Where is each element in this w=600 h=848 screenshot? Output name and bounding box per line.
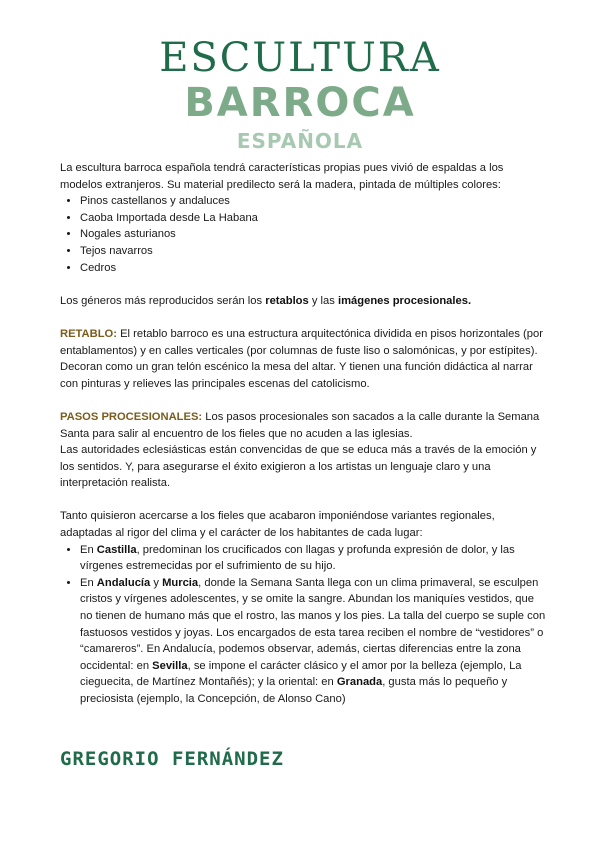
list-item-castilla: • En Castilla, predominan los crucificados con llagas y profunda expresión de dolor, y las vírgenes estremecidas por el sufrimiento de su hijo. [80,542,546,575]
list-item: • Cedros [80,260,546,277]
genres-paragraph: Los géneros más reproducidos serán los retablos y las imágenes procesionales. [60,294,472,307]
title-line-1: ESCULTURA [159,35,441,81]
section-heading-gregorio: GREGORIO FERNÁNDEZ [60,748,284,770]
title-line-3: ESPAÑOLA [236,129,364,153]
list-item: • Pinos castellanos y andaluces [80,193,546,210]
bold-retablos: retablos [265,294,309,307]
title-block [0,36,600,154]
intro-paragraph: La escultura barroca española tendrá características propias pues vivió de espaldas a los modelos extranjeros. Su material predilecto será la madera, pintada de múltiples colores: [60,162,504,191]
list-item: • Tejos navarros [80,243,546,260]
body-text [60,160,546,708]
pasos-paragraph-2: Las autoridades eclesiásticas están convencidas de que se educa más a través de la emoción y los sentidos. Y, para asegurarse el éxito exigieron a los artistas un lenguaje claro y una interpretación realista. [60,444,537,490]
regional-list [60,542,546,708]
list-item-andalucia: • En Andalucía y Murcia, donde la Semana Santa llega con un clima primaveral, se esculpen cristos y vírgenes adolescentes, y se omite la sangre. Abundan los maniquíes vestidos, que no tienen de humano más que el rostro, las manos y los pies. La talla del cuerpo se suple con fastuosos vestidos y joyas. Los encargados de esta tarea reciben el nombre de “vestidores” o “camareros”. En Andalucía, podemos observar, además, ciertas diferencias entre la zona occidental: en Sevilla, se impone el carácter clásico y el amor por la belleza (ejemplo, La cieguecita, de Martínez Montañés); y la oriental: en Granada, gusta más lo pequeño y preciosista (ejemplo, la Concepción, de Alonso Cano) [80,575,546,708]
list-item: • Nogales asturianos [80,226,546,243]
title-line-2: BARROCA [184,80,416,126]
list-item: • Caoba Importada desde La Habana [80,210,546,227]
retablo-label: RETABLO: [60,327,117,340]
regional-intro: Tanto quisieron acercarse a los fieles que acabaron imponiéndose variantes regionales, adaptadas al rigor del clima y el carácter de los habitantes de cada lugar: [60,510,495,540]
wood-list [60,193,546,276]
pasos-paragraph: PASOS PROCESIONALES: Los pasos procesionales son sacados a la calle durante la Semana Santa para salir al encuentro de los fieles que no acuden a las iglesias. [60,410,540,440]
bold-imagenes: imágenes procesionales. [337,294,472,307]
retablo-paragraph-2: Decoran como un gran telón escénico la mesa del altar. Y tienen una función didáctica al narrar con pinturas y relieves las principales escenas del catolicismo. [60,361,533,390]
pasos-label: PASOS PROCESIONALES: [60,410,203,423]
retablo-paragraph: RETABLO: El retablo barroco es una estructura arquitectónica dividida en pisos horizontales (por entablamentos) y en calles verticales (por columnas de fuste liso o salomónicas, y por estípites). [60,327,543,357]
